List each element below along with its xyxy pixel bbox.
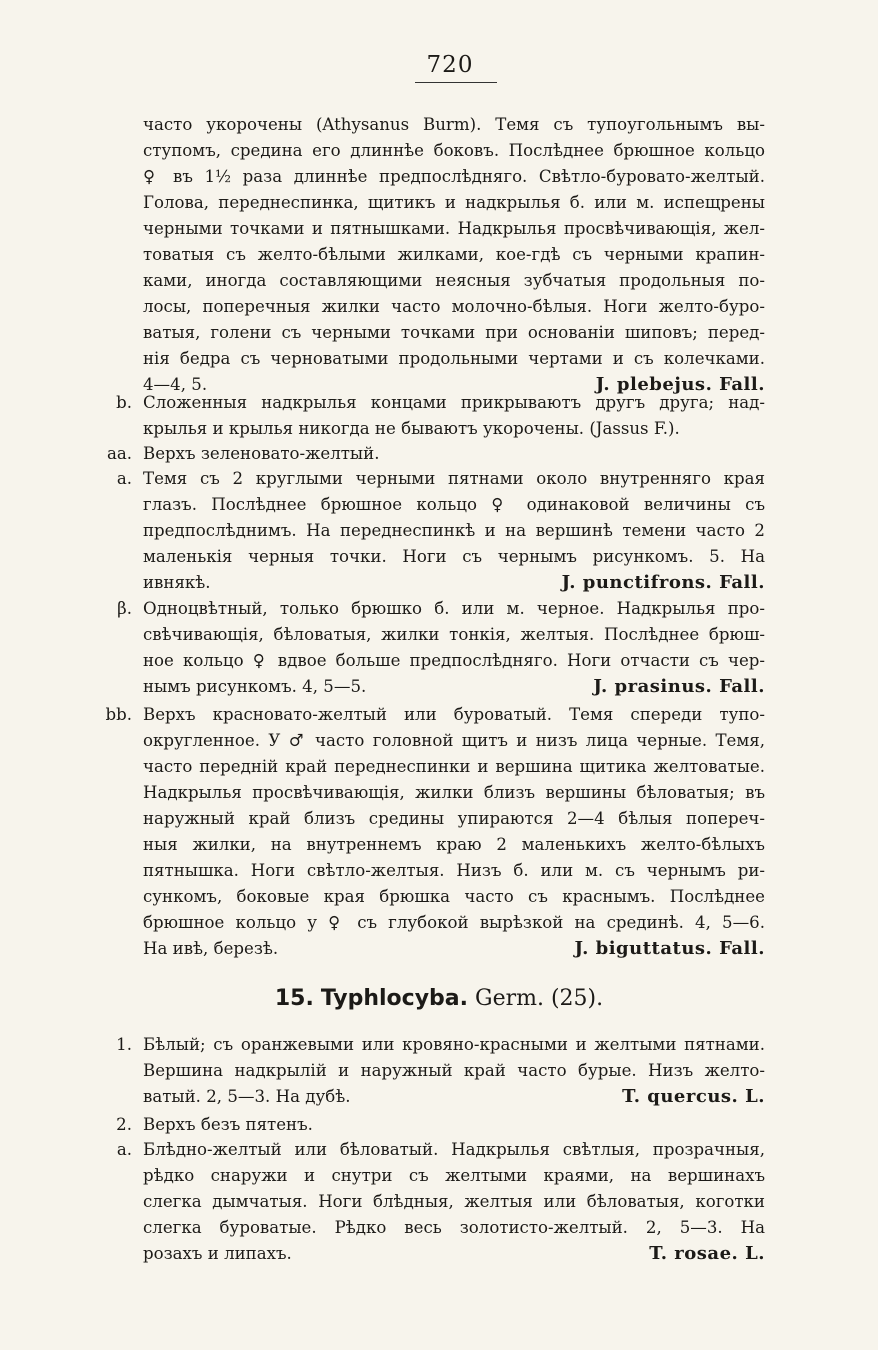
species-name: J. biguttatus. Fall.	[574, 938, 765, 959]
text-line: часто передній край переднеспинки и вершина щитика желтоватые.	[143, 757, 765, 776]
genus-name: Typhlocyba.	[320, 986, 468, 1011]
text-line: Сложенныя надкрылья концами прикрываютъ другъ друга; над-	[143, 393, 765, 412]
key-label: β.	[117, 599, 132, 618]
text-line: розахъ и липахъ.	[143, 1244, 292, 1263]
key-label: 1.	[116, 1035, 132, 1054]
key-label: b.	[116, 393, 132, 412]
text-line: Верхъ зеленовато-желтый.	[143, 444, 380, 463]
text-line: Одноцвѣтный, только брюшко б. или м. черное. Надкрылья про-	[143, 599, 765, 618]
text-line: Верхъ безъ пятенъ.	[143, 1115, 313, 1134]
text-line: Темя съ 2 круглыми черными пятнами около внутренняго края	[143, 469, 765, 488]
genus-author: Germ. (25).	[475, 986, 604, 1011]
species-name: J. plebejus. Fall.	[595, 374, 765, 395]
text-line: глазъ. Послѣднее брюшное кольцо ♀ одинаковой величины съ	[143, 495, 765, 514]
text-line: крылья и крылья никогда не бываютъ укорочены. (Jassus F.).	[143, 419, 680, 438]
text-line: лосы, поперечныя жилки часто молочно-бѣлыя. Ноги желто-буро-	[143, 297, 765, 316]
text-line: 4—4, 5.	[143, 375, 208, 394]
text-line: рѣдко снаружи и снутри съ желтыми краями, на вершинахъ	[143, 1166, 765, 1185]
text-line: Вершина надкрылій и наружный край часто бурые. Низъ желто-	[143, 1061, 765, 1080]
text-line: ♀ въ 1½ раза длиннѣе предпослѣдняго. Свѣтло-буровато-желтый.	[143, 167, 765, 186]
page-number: 720	[426, 52, 474, 78]
text-line: черными точками и пятнышками. Надкрылья просвѣчивающія, жел-	[143, 219, 765, 238]
species-name: T. rosae. L.	[649, 1243, 765, 1264]
genus-heading	[0, 984, 878, 1014]
text-line: округленное. У ♂ часто головной щитъ и низъ лица черные. Темя,	[143, 731, 765, 750]
text-line: предпослѣднимъ. На переднеспинкѣ и на вершинѣ темени часто 2	[143, 521, 765, 540]
text-line: Надкрылья просвѣчивающія, жилки близъ вершины бѣловатыя; въ	[143, 783, 765, 802]
text-line: брюшное кольцо у ♀ съ глубокой вырѣзкой на срединѣ. 4, 5—6.	[143, 913, 765, 932]
text-line: ватый. 2, 5—3. На дубѣ.	[143, 1087, 351, 1106]
text-line: наружный край близъ средины упираются 2—4 бѣлыя попереч-	[143, 809, 765, 828]
page-number-rule	[415, 82, 497, 83]
text-line: нія бедра съ черноватыми продольными чертами и съ колечками.	[143, 349, 765, 368]
text-line: ватыя, голени съ черными точками при основаніи шиповъ; перед-	[143, 323, 765, 342]
species-name: J. punctifrons. Fall.	[561, 572, 765, 593]
key-label: a.	[116, 469, 132, 488]
key-label: a.	[116, 1140, 132, 1159]
text-line: нымъ рисункомъ. 4, 5—5.	[143, 677, 367, 696]
text-line: ное кольцо ♀ вдвое больше предпослѣдняго. Ноги отчасти съ чер-	[143, 651, 765, 670]
text-line: ками, иногда составляющими неясныя зубчатыя продольныя по-	[143, 271, 765, 290]
text-line: Бѣлый; съ оранжевыми или кровяно-красными и желтыми пятнами.	[143, 1035, 765, 1054]
species-name: T. quercus. L.	[622, 1086, 765, 1107]
text-line: слегка буроватые. Рѣдко весь золотисто-желтый. 2, 5—3. На	[143, 1218, 765, 1237]
text-line: ныя жилки, на внутреннемъ краю 2 маленькихъ желто-бѣлыхъ	[143, 835, 765, 854]
text-line: часто укорочены (Athysanus Burm). Темя съ тупоугольнымъ вы-	[143, 115, 765, 134]
text-line: пятнышка. Ноги свѣтло-желтыя. Низъ б. или м. съ чернымъ ри-	[143, 861, 765, 880]
text-line: свѣчивающія, бѣловатыя, жилки тонкія, желтыя. Послѣднее брюш-	[143, 625, 765, 644]
species-name: J. prasinus. Fall.	[593, 676, 765, 697]
text-line: маленькія черныя точки. Ноги съ чернымъ рисункомъ. 5. На	[143, 547, 765, 566]
text-line: сункомъ, боковые края брюшка часто съ краснымъ. Послѣднее	[143, 887, 765, 906]
text-line: ивнякѣ.	[143, 573, 211, 592]
section-number: 15.	[274, 986, 314, 1011]
key-label: bb.	[105, 705, 132, 724]
text-line: ступомъ, средина его длиннѣе боковъ. Послѣднее брюшное кольцо	[143, 141, 765, 160]
key-label: aa.	[106, 444, 132, 463]
text-line: товатыя съ желто-бѣлыми жилками, кое-гдѣ съ черными крапин-	[143, 245, 765, 264]
text-line: Верхъ красновато-желтый или буроватый. Темя спереди тупо-	[143, 705, 765, 724]
text-line: слегка дымчатыя. Ноги блѣдныя, желтыя или бѣловатыя, коготки	[143, 1192, 765, 1211]
text-line: Блѣдно-желтый или бѣловатый. Надкрылья свѣтлыя, прозрачныя,	[143, 1140, 765, 1159]
text-line: На ивѣ, березѣ.	[143, 939, 279, 958]
text-line: Голова, переднеспинка, щитикъ и надкрылья б. или м. испещрены	[143, 193, 765, 212]
key-label: 2.	[116, 1115, 132, 1134]
